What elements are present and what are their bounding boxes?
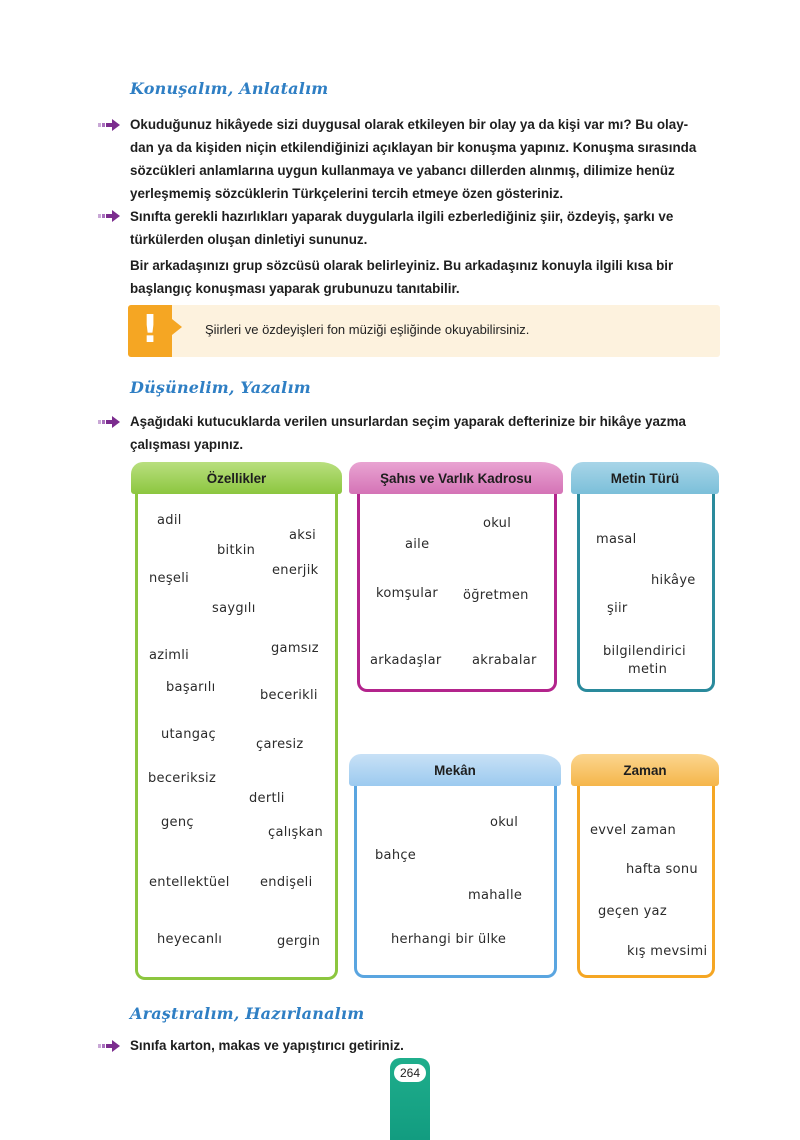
text-line: Sınıfta gerekli hazırlıkları yaparak duygularla ilgili ezberlediğiniz şiir, özdeyiş, şarkı ve	[130, 209, 674, 224]
word-arkadaslar: arkadaşlar	[370, 653, 442, 668]
word-okul: okul	[483, 516, 512, 531]
paragraph-hikaye-yazma	[130, 410, 720, 456]
arrow-bullet-icon	[98, 1040, 122, 1052]
word-gamsiz: gamsız	[271, 641, 319, 656]
tab-mekan: Mekân	[349, 754, 561, 786]
word-akrabalar: akrabalar	[472, 653, 537, 668]
tab-sahis: Şahıs ve Varlık Kadrosu	[349, 462, 563, 494]
text-line: türkülerden oluşan dinletiyi sununuz.	[130, 232, 368, 247]
word-entellektuel: entellektüel	[149, 875, 230, 890]
text-line: Bir arkadaşınızı grup sözcüsü olarak belirleyiniz. Bu arkadaşınız konuyla ilgili kısa bir	[130, 258, 674, 273]
text-line: Okuduğunuz hikâyede sizi duygusal olarak etkileyen bir olay ya da kişi var mı? Bu olay-	[130, 117, 689, 132]
word-beceriksiz: beceriksiz	[148, 771, 217, 786]
word-bahce: bahçe	[375, 848, 417, 863]
arrow-bullet-icon	[98, 119, 122, 131]
tab-metin: Metin Türü	[571, 462, 719, 494]
word-komsular: komşular	[376, 586, 439, 601]
arrow-bullet-icon	[98, 416, 122, 428]
section-heading-dusunelim: Düşünelim, Yazalım	[130, 378, 311, 397]
note-box	[128, 305, 720, 357]
word-metin: metin	[628, 662, 668, 677]
word-utangac: utangaç	[161, 727, 217, 742]
word-heyecanli: heyecanlı	[157, 932, 223, 947]
word-herhangi-bir-ulke: herhangi bir ülke	[391, 932, 507, 947]
word-mahalle: mahalle	[468, 888, 523, 903]
section-heading-arastiralim: Araştıralım, Hazırlanalım	[130, 1004, 365, 1023]
word-basarili: başarılı	[166, 680, 216, 695]
word-okul: okul	[490, 815, 519, 830]
word-bitkin: bitkin	[217, 543, 256, 558]
paragraph-konusma	[130, 113, 720, 205]
section-heading-konusalim: Konuşalım, Anlatalım	[130, 79, 329, 98]
word-neseli: neşeli	[149, 571, 190, 586]
word-endiseli: endişeli	[260, 875, 313, 890]
exclamation-icon: !	[141, 307, 159, 351]
word-gecen-yaz: geçen yaz	[598, 904, 667, 919]
word-hafta-sonu: hafta sonu	[626, 862, 698, 877]
word-dertli: dertli	[249, 791, 285, 806]
tab-zaman: Zaman	[571, 754, 719, 786]
page-number: 264	[394, 1064, 426, 1082]
text-line: sözcükleri anlamlarına uygun kullanmaya ve yabancı dillerden alınmış, dilimize henüz	[130, 163, 675, 178]
word-caliskan: çalışkan	[268, 825, 324, 840]
word-becerikli: becerikli	[260, 688, 318, 703]
word-bilgilendirici: bilgilendirici	[603, 644, 686, 659]
word-hikaye: hikâye	[651, 573, 696, 588]
word-saygili: saygılı	[212, 601, 256, 616]
text-line: Aşağıdaki kutucuklarda verilen unsurlardan seçim yaparak defterinize bir hikâye yazma	[130, 414, 686, 429]
word-adil: adil	[157, 513, 182, 528]
word-masal: masal	[596, 532, 637, 547]
text-line: başlangıç konuşması yaparak grubunuzu tanıtabilir.	[130, 281, 460, 296]
word-azimli: azimli	[149, 648, 190, 663]
word-aile: aile	[405, 537, 430, 552]
word-evvel-zaman: evvel zaman	[590, 823, 677, 838]
text-line: yerleşmemiş sözcüklerin Türkçelerini tercih etmeye özen gösteriniz.	[130, 186, 564, 201]
word-aksi: aksi	[289, 528, 317, 543]
word-gergin: gergin	[277, 934, 321, 949]
text-line: dan ya da kişiden niçin etkilendiğinizi açıklayan bir konuşma yapınız. Konuşma sırasında	[130, 140, 697, 155]
word-ogretmen: öğretmen	[463, 588, 529, 603]
paragraph-grup-sozcusu	[130, 254, 720, 300]
text-line: çalışması yapınız.	[130, 437, 244, 452]
word-caresiz: çaresiz	[256, 737, 304, 752]
paragraph-malzeme: Sınıfa karton, makas ve yapıştırıcı getiriniz.	[130, 1038, 404, 1053]
box-mekan	[354, 772, 557, 978]
paragraph-dinleti	[130, 205, 720, 251]
page-number-tab	[390, 1058, 430, 1140]
arrow-bullet-icon	[98, 210, 122, 222]
note-text: Şiirleri ve özdeyişleri fon müziği eşliğinde okuyabilirsiniz.	[205, 322, 530, 337]
tab-ozellikler: Özellikler	[131, 462, 342, 494]
word-siir: şiir	[607, 601, 628, 616]
word-enerjik: enerjik	[272, 563, 319, 578]
word-genc: genç	[161, 815, 194, 830]
word-kis-mevsimi: kış mevsimi	[627, 944, 708, 959]
